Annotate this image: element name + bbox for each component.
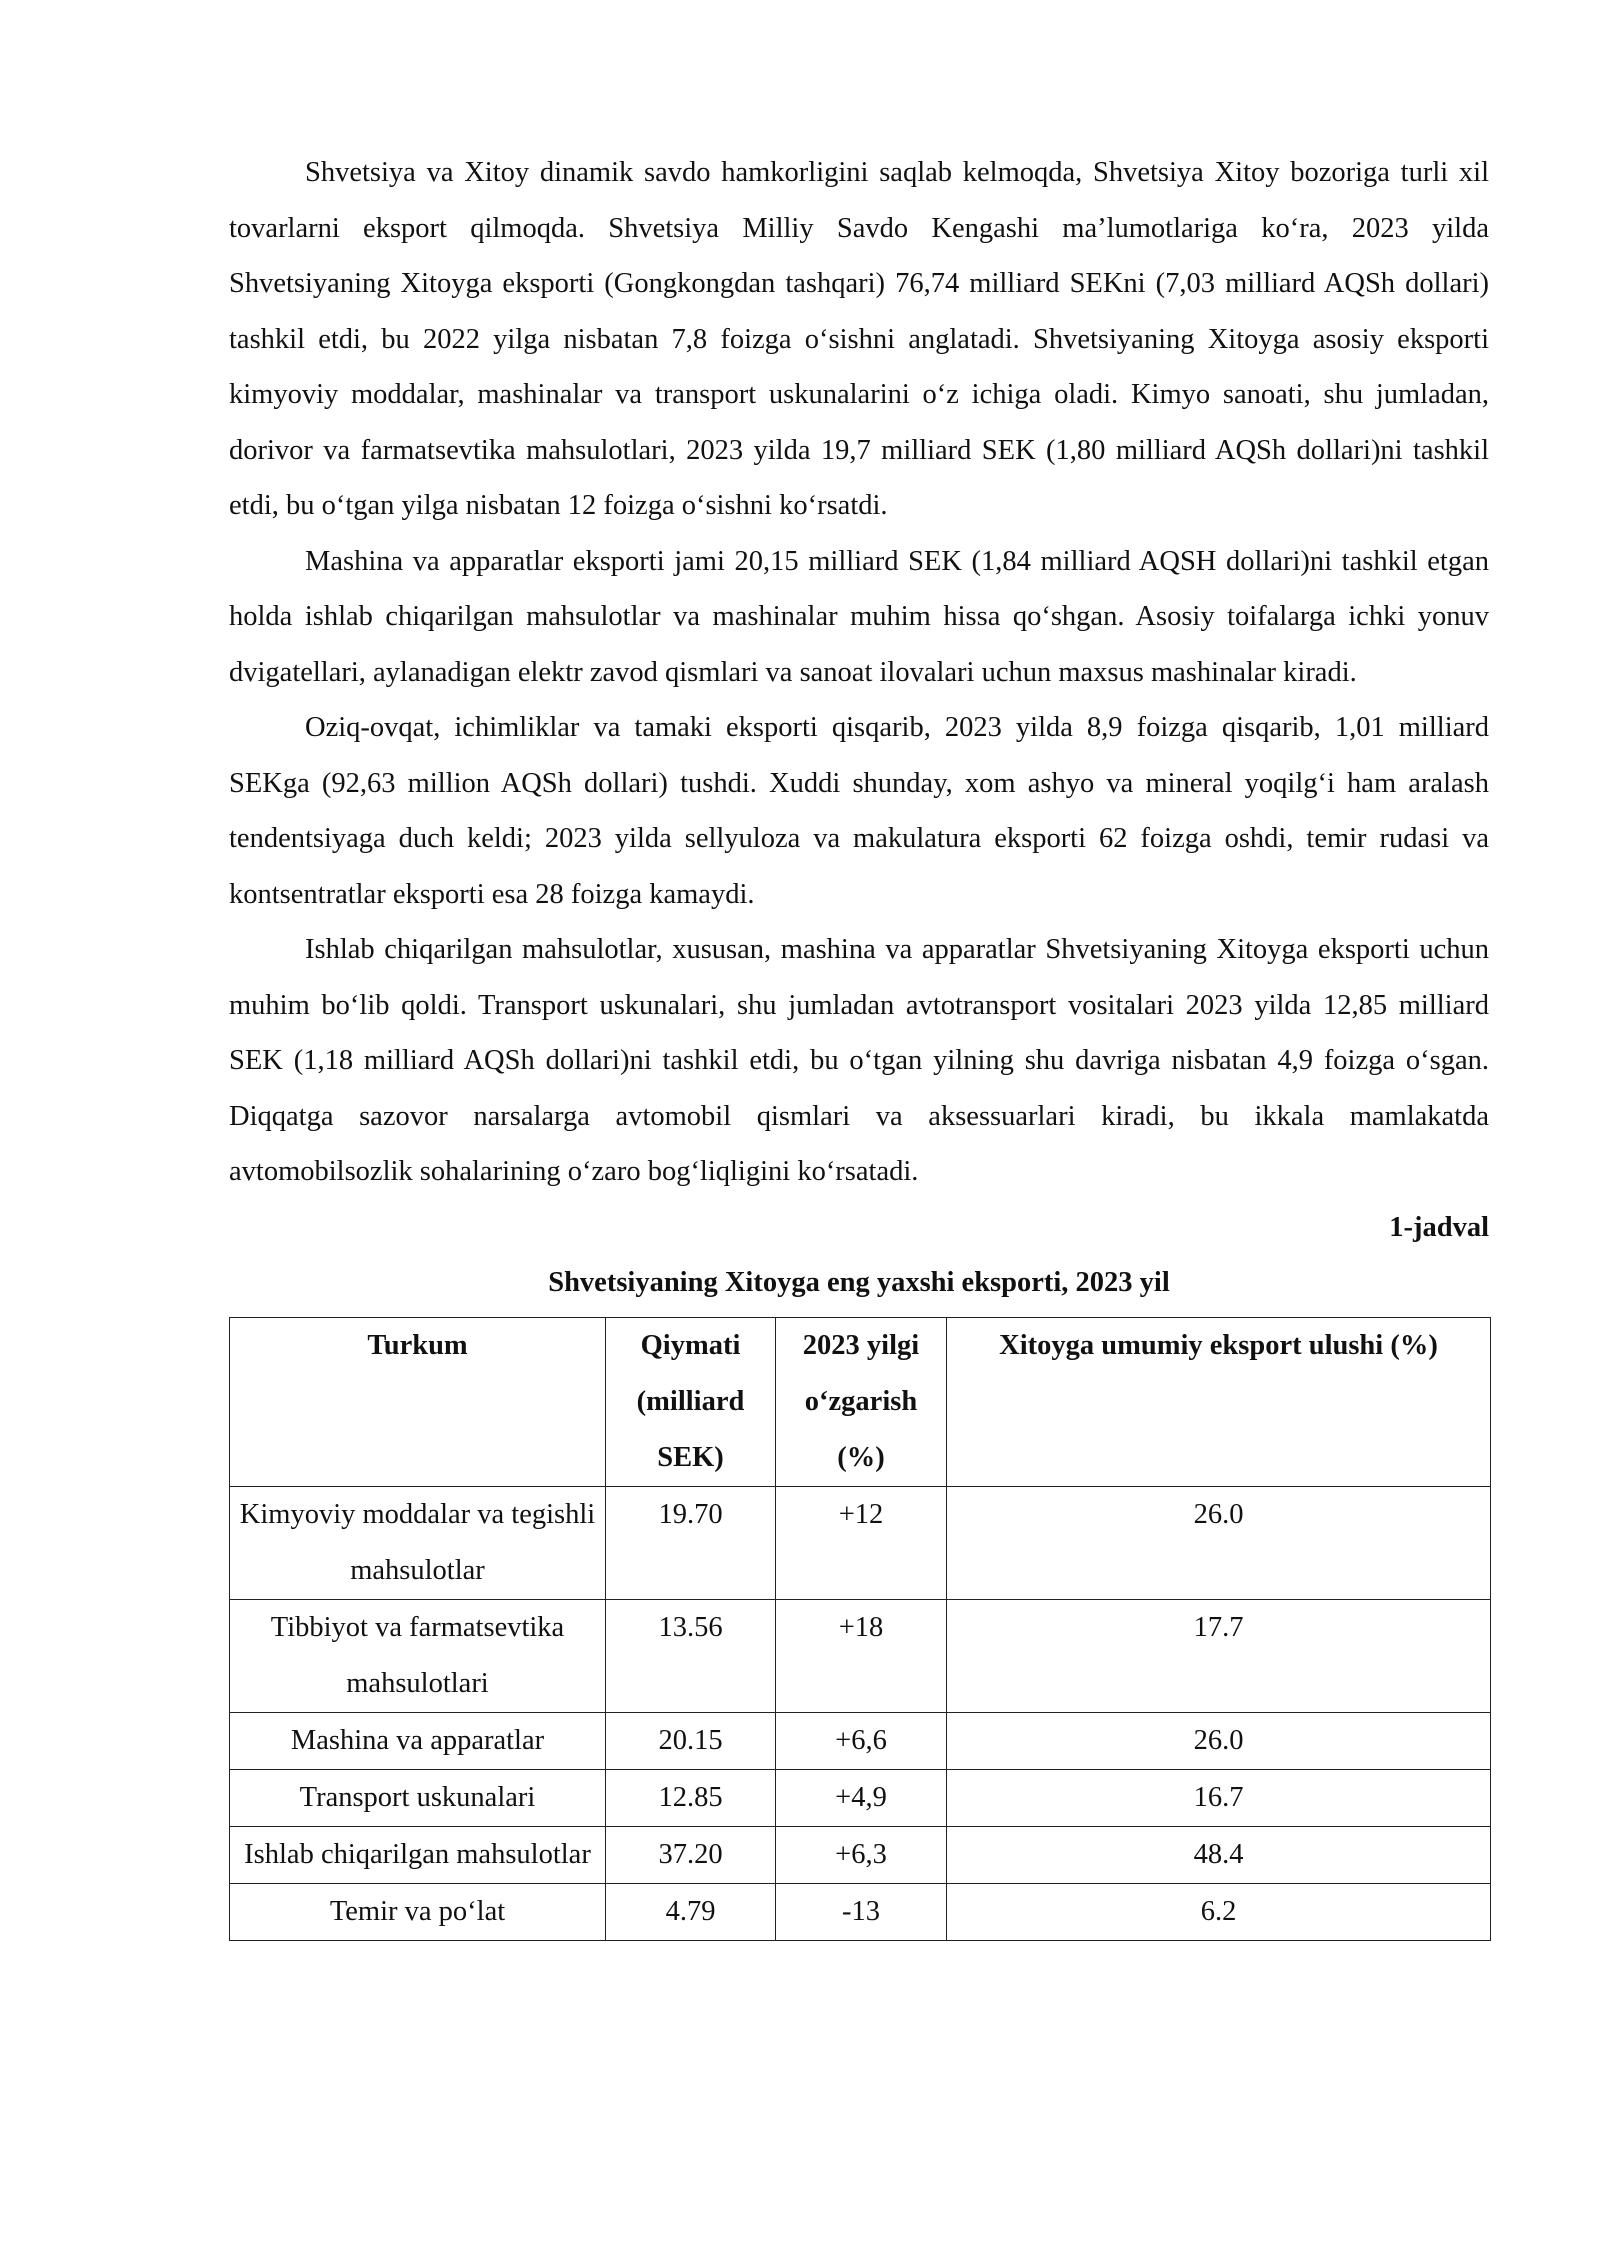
cell-change: -13: [776, 1883, 947, 1940]
cell-share: 17.7: [947, 1599, 1491, 1712]
header-value: Qiymati (milliard SEK): [606, 1317, 776, 1486]
header-category: Turkum: [230, 1317, 606, 1486]
header-change: 2023 yilgi o‘zgarish (%): [776, 1317, 947, 1486]
cell-value: 12.85: [606, 1769, 776, 1826]
cell-change: +18: [776, 1599, 947, 1712]
cell-change: +6,6: [776, 1712, 947, 1769]
cell-value: 4.79: [606, 1883, 776, 1940]
cell-change: +6,3: [776, 1826, 947, 1883]
table-row: [230, 1769, 1491, 1826]
paragraph-1: Shvetsiya va Xitoy dinamik savdo hamkorligini saqlab kelmoqda, Shvetsiya Xitoy bozoriga turli xil tovarlarni eksport qilmoqda. Shvetsiya Milliy Savdo Kengashi ma’lumotlariga ko‘ra, 2023 yilda Shvetsiyaning Xitoyga eksporti (Gongkongdan tashqari) 76,74 milliard SEKni (7,03 milliard AQSh dollari) tashkil etdi, bu 2022 yilga nisbatan 7,8 foizga o‘sishni anglatadi. Shvetsiyaning Xitoyga asosiy eksporti kimyoviy moddalar, mashinalar va transport uskunalarini o‘z ichiga oladi. Kimyo sanoati, shu jumladan, dorivor va farmatsevtika mahsulotlari, 2023 yilda 19,7 milliard SEK (1,80 milliard AQSh dollari)ni tashkil etdi, bu o‘tgan yilga nisbatan 12 foizga o‘sishni ko‘rsatdi.: [229, 157, 1489, 521]
cell-share: 16.7: [947, 1769, 1491, 1826]
cell-value: 20.15: [606, 1712, 776, 1769]
cell-share: 48.4: [947, 1826, 1491, 1883]
cell-share: 26.0: [947, 1486, 1491, 1599]
cell-category: Ishlab chiqarilgan mahsulotlar: [230, 1826, 606, 1883]
cell-category: Tibbiyot va farmatsevtika mahsulotlari: [230, 1599, 606, 1712]
cell-share: 26.0: [947, 1712, 1491, 1769]
header-share: Xitoyga umumiy eksport ulushi (%): [947, 1317, 1491, 1486]
cell-value: 13.56: [606, 1599, 776, 1712]
cell-share: 6.2: [947, 1883, 1491, 1940]
cell-category: Transport uskunalari: [230, 1769, 606, 1826]
cell-category: Mashina va apparatlar: [230, 1712, 606, 1769]
table-row: [230, 1599, 1491, 1712]
paragraph-4: Ishlab chiqarilgan mahsulotlar, xususan, mashina va apparatlar Shvetsiyaning Xitoyga eksporti uchun muhim bo‘lib qoldi. Transport uskunalari, shu jumladan avtotransport vositalari 2023 yilda 12,85 milliard SEK (1,18 milliard AQSh dollari)ni tashkil etdi, bu o‘tgan yilning shu davriga nisbatan 4,9 foizga o‘sgan. Diqqatga sazovor narsalarga avtomobil qismlari va aksessuarlari kiradi, bu ikkala mamlakatda avtomobilsozlik sohalarining o‘zaro bog‘liqligini ko‘rsatadi.: [229, 934, 1489, 1187]
table-row: [230, 1883, 1491, 1940]
export-table: [229, 1317, 1491, 1941]
table-row: [230, 1486, 1491, 1599]
paragraph-2: Mashina va apparatlar eksporti jami 20,15 milliard SEK (1,84 milliard AQSH dollari)ni tashkil etgan holda ishlab chiqarilgan mahsulotlar va mashinalar muhim hissa qo‘shgan. Asosiy toifalarga ichki yonuv dvigatellari, aylanadigan elektr zavod qismlari va sanoat ilovalari uchun maxsus mashinalar kiradi.: [229, 545, 1489, 688]
table-label: 1-jadval: [1389, 1211, 1489, 1243]
table-row: [230, 1826, 1491, 1883]
cell-change: +4,9: [776, 1769, 947, 1826]
table-title: Shvetsiyaning Xitoyga eng yaxshi eksporti, 2023 yil: [548, 1267, 1170, 1298]
cell-value: 19.70: [606, 1486, 776, 1599]
cell-category: Temir va po‘lat: [230, 1883, 606, 1940]
cell-category: Kimyoviy moddalar va tegishli mahsulotlar: [230, 1486, 606, 1599]
table-header-row: [230, 1317, 1491, 1486]
table-row: [230, 1712, 1491, 1769]
cell-value: 37.20: [606, 1826, 776, 1883]
cell-change: +12: [776, 1486, 947, 1599]
document-page: [229, 145, 1489, 1941]
paragraph-3: Oziq-ovqat, ichimliklar va tamaki eksporti qisqarib, 2023 yilda 8,9 foizga qisqarib, 1,01 milliard SEKga (92,63 million AQSh dollari) tushdi. Xuddi shunday, xom ashyo va mineral yoqilg‘i ham aralash tendentsiyaga duch keldi; 2023 yilda sellyuloza va makulatura eksporti 62 foizga oshdi, temir rudasi va kontsentratlar eksporti esa 28 foizga kamaydi.: [229, 712, 1489, 910]
